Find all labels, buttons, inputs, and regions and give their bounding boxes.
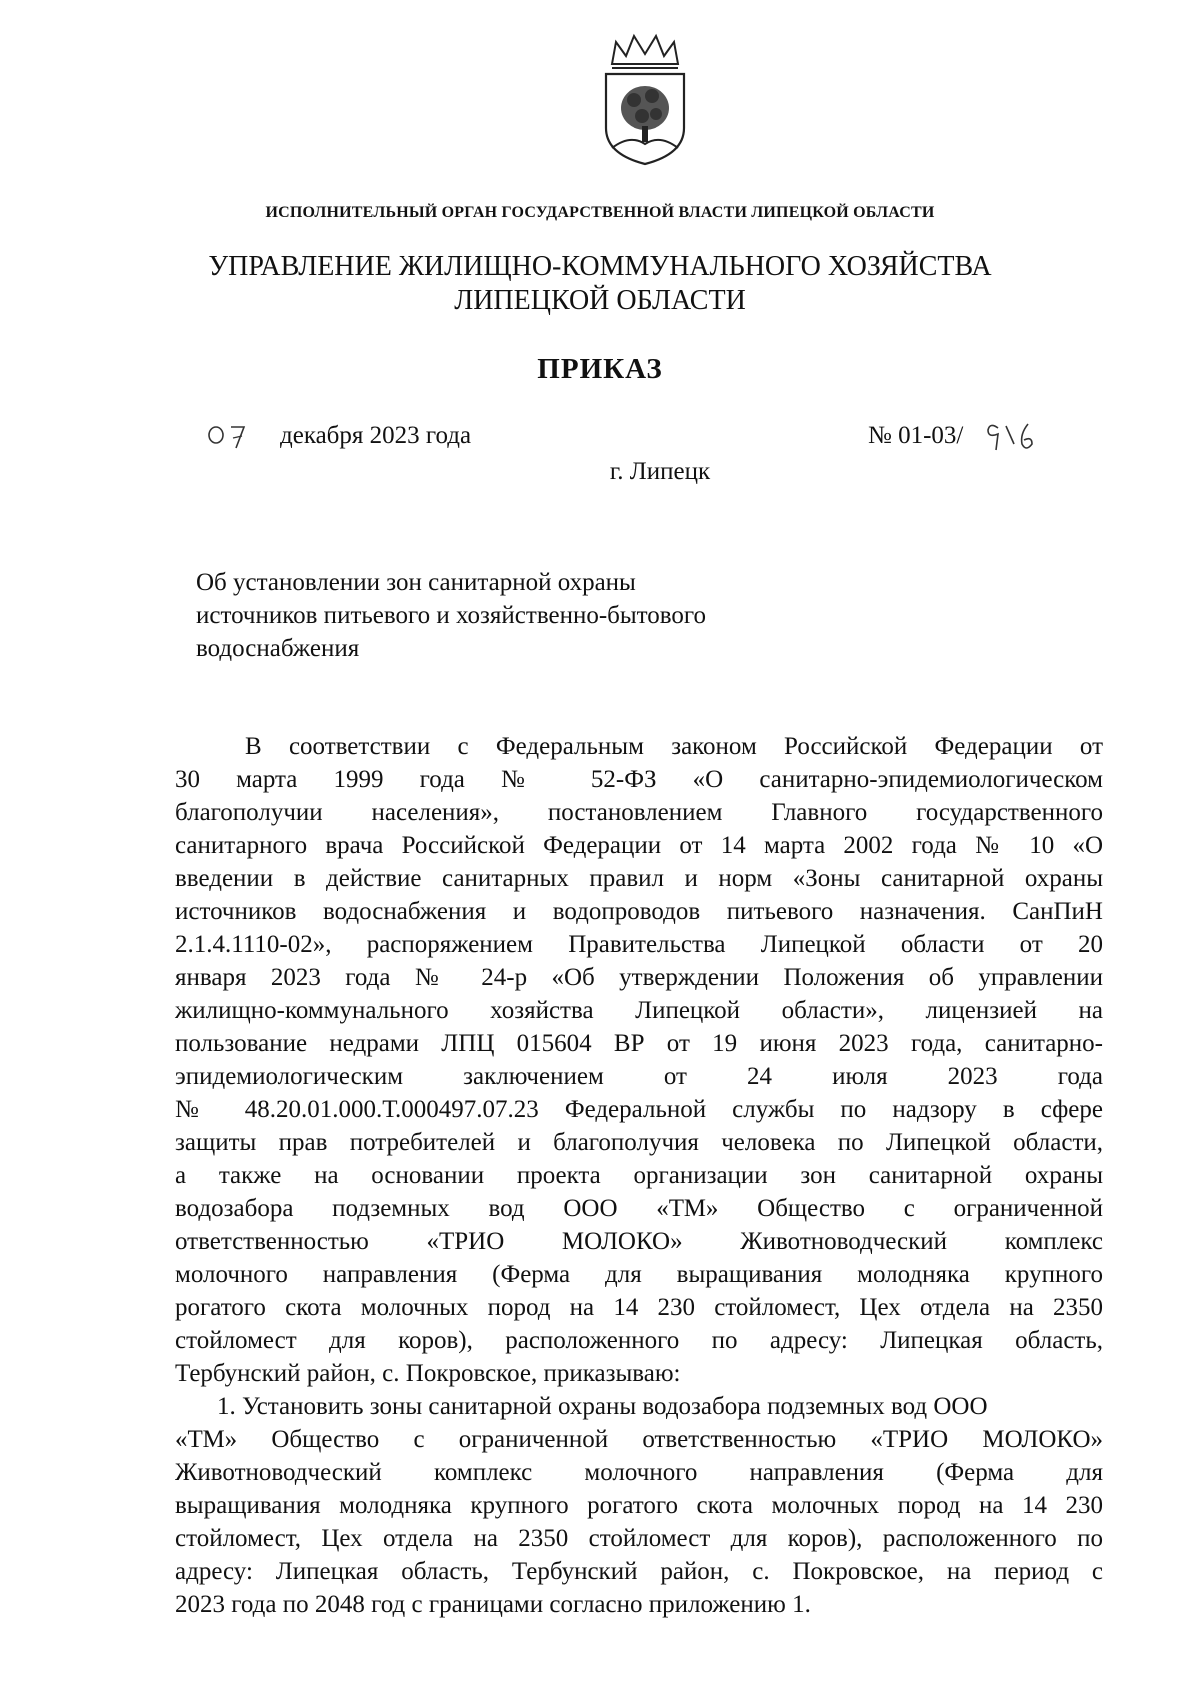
order-item-1-line: 1. Установить зоны санитарной охраны водозабора подземных вод ООО xyxy=(217,1393,988,1420)
body-line: источников водоснабжения и водопроводов питьевого назначения. СанПиН xyxy=(175,898,1103,925)
body-line: 30 марта 1999 года № 52-ФЗ «О санитарно-эпидемиологическом xyxy=(175,766,1103,793)
order-subject xyxy=(196,566,836,665)
order-item-1-line: адресу: Липецкая область, Тербунский район, с. Покровское, на период с xyxy=(175,1558,1103,1585)
order-item-1-line: 2023 года по 2048 год с границами согласно приложению 1. xyxy=(175,1591,811,1618)
body-line: молочного направления (Ферма для выращивания молодняка крупного xyxy=(175,1261,1103,1288)
subject-line: источников питьевого и хозяйственно-бытового xyxy=(196,602,707,629)
body-line: благополучии населения», постановлением Главного государственного xyxy=(175,799,1103,826)
body-line: пользование недрами ЛПЦ 015604 ВР от 19 июня 2023 года, санитарно- xyxy=(175,1030,1103,1057)
body-line: а также на основании проекта организации зон санитарной охраны xyxy=(175,1162,1103,1189)
order-item-1-line: Животноводческий комплекс молочного направления (Ферма для xyxy=(175,1459,1103,1486)
body-line: жилищно-коммунального хозяйства Липецкой области», лицензией на xyxy=(175,997,1103,1024)
department-name-line: УПРАВЛЕНИЕ ЖИЛИЩНО-КОММУНАЛЬНОГО ХОЗЯЙСТВА xyxy=(208,251,992,282)
body-line: января 2023 года № 24-р «Об утверждении Положения об управлении xyxy=(175,964,1103,991)
body-line: водозабора подземных вод ООО «ТМ» Общество с ограниченной xyxy=(175,1195,1103,1222)
coat-of-arms-emblem xyxy=(590,30,700,170)
body-line: рогатого скота молочных пород на 14 230 стойломест, Цех отдела на 2350 xyxy=(175,1294,1103,1321)
body-line: 2.1.4.1110-02», распоряжением Правительства Липецкой области от 20 xyxy=(175,931,1103,958)
order-date: декабря 2023 года xyxy=(280,422,472,449)
subject-line: Об установлении зон санитарной охраны xyxy=(196,569,636,596)
handwritten-order-number xyxy=(984,416,1044,456)
subject-line: водоснабжения xyxy=(196,635,360,662)
body-line: В соответствии с Федеральным законом Российской Федерации от xyxy=(245,733,1103,760)
handwritten-day xyxy=(204,418,254,452)
issuing-authority: ИСПОЛНИТЕЛЬНЫЙ ОРГАН ГОСУДАРСТВЕННОЙ ВЛАСТИ ЛИПЕЦКОЙ ОБЛАСТИ xyxy=(265,204,935,221)
document-type-title: ПРИКАЗ xyxy=(537,353,663,385)
order-item-1-line: стойломест, Цех отдела на 2350 стойломест для коров), расположенного по xyxy=(175,1525,1103,1552)
body-line: введении в действие санитарных правил и норм «Зоны санитарной охраны xyxy=(175,865,1103,892)
order-number-prefix: № 01-03/ xyxy=(868,422,964,449)
order-item-1-line: выращивания молодняка крупного рогатого скота молочных пород на 14 230 xyxy=(175,1492,1103,1519)
body-line: санитарного врача Российской Федерации от 14 марта 2002 года № 10 «О xyxy=(175,832,1103,859)
department-name xyxy=(0,250,1200,318)
body-line: № 48.20.01.000.Т.000497.07.23 Федеральной службы по надзору в сфере xyxy=(175,1096,1103,1123)
body-line: стойломест для коров), расположенного по адресу: Липецкая область, xyxy=(175,1327,1103,1354)
body-line: защиты прав потребителей и благополучия человека по Липецкой области, xyxy=(175,1129,1103,1156)
body-line: эпидемиологическим заключением от 24 июля 2023 года xyxy=(175,1063,1103,1090)
order-body xyxy=(175,730,1103,1621)
order-item-1-line: «ТМ» Общество с ограниченной ответственностью «ТРИО МОЛОКО» xyxy=(175,1426,1103,1453)
body-line: ответственностью «ТРИО МОЛОКО» Животноводческий комплекс xyxy=(175,1228,1103,1255)
department-name-line: ЛИПЕЦКОЙ ОБЛАСТИ xyxy=(454,285,746,316)
body-line: Тербунский район, с. Покровское, приказываю: xyxy=(175,1360,681,1387)
city: г. Липецк xyxy=(609,458,711,485)
